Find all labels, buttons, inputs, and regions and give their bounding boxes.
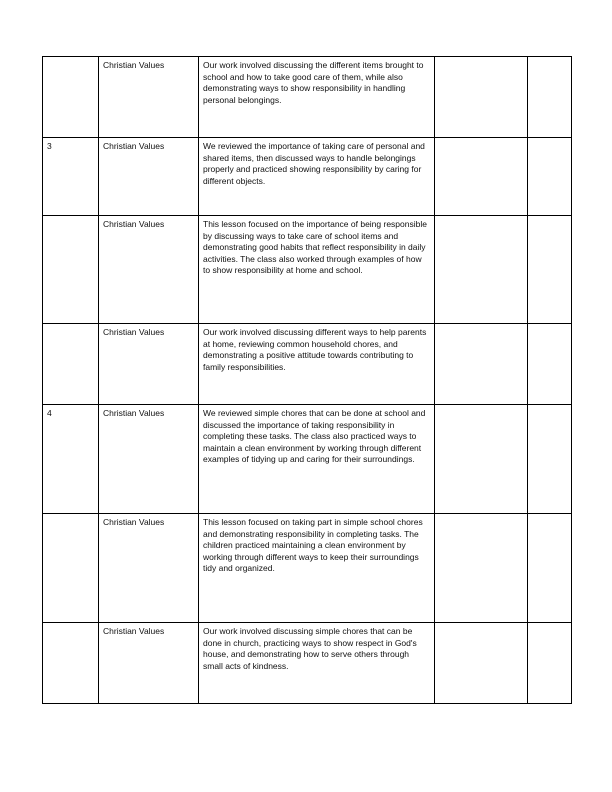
empty-cell <box>528 57 572 138</box>
table-row <box>43 623 572 704</box>
week-cell <box>43 623 99 704</box>
subject-cell: Christian Values <box>99 138 199 216</box>
week-cell: 3 <box>43 138 99 216</box>
empty-cell <box>435 324 528 405</box>
subject-cell: Christian Values <box>99 623 199 704</box>
description-cell: This lesson focused on taking part in simple school chores and demonstrating responsibility in completing tasks. The children practiced maintaining a clean environment by working through different ways to keep their surroundings tidy and organized. <box>199 514 435 623</box>
empty-cell <box>435 405 528 514</box>
table-row <box>43 514 572 623</box>
empty-cell <box>528 138 572 216</box>
subject-cell: Christian Values <box>99 216 199 324</box>
empty-cell <box>435 216 528 324</box>
week-cell <box>43 216 99 324</box>
subject-cell: Christian Values <box>99 405 199 514</box>
table-row <box>43 324 572 405</box>
empty-cell <box>528 324 572 405</box>
description-cell: This lesson focused on the importance of being responsible by discussing ways to take care of school items and demonstrating good habits that reflect responsibility in daily activities. The class also worked through examples of how to show responsibility at home and school. <box>199 216 435 324</box>
empty-cell <box>528 405 572 514</box>
table-row <box>43 57 572 138</box>
empty-cell <box>435 138 528 216</box>
description-cell: Our work involved discussing the different items brought to school and how to take good care of them, while also demonstrating ways to show responsibility in handling personal belongings. <box>199 57 435 138</box>
week-cell <box>43 57 99 138</box>
empty-cell <box>435 623 528 704</box>
empty-cell <box>435 57 528 138</box>
table-row <box>43 138 572 216</box>
table-row <box>43 405 572 514</box>
subject-cell: Christian Values <box>99 57 199 138</box>
subject-cell: Christian Values <box>99 324 199 405</box>
empty-cell <box>528 514 572 623</box>
description-cell: Our work involved discussing different ways to help parents at home, reviewing common household chores, and demonstrating a positive attitude towards contributing to family responsibilities. <box>199 324 435 405</box>
week-cell: 4 <box>43 405 99 514</box>
week-cell <box>43 324 99 405</box>
subject-cell: Christian Values <box>99 514 199 623</box>
table-row <box>43 216 572 324</box>
week-cell <box>43 514 99 623</box>
empty-cell <box>435 514 528 623</box>
description-cell: We reviewed the importance of taking care of personal and shared items, then discussed ways to handle belongings properly and practiced showing responsibility by caring for different objects. <box>199 138 435 216</box>
lesson-log-table <box>42 56 572 704</box>
empty-cell <box>528 623 572 704</box>
empty-cell <box>528 216 572 324</box>
description-cell: Our work involved discussing simple chores that can be done in church, practicing ways to show respect in God's house, and demonstrating how to serve others through small acts of kindness. <box>199 623 435 704</box>
description-cell: We reviewed simple chores that can be done at school and discussed the importance of taking responsibility in completing these tasks. The class also practiced ways to maintain a clean environment by working through different examples of tidying up and caring for their surroundings. <box>199 405 435 514</box>
